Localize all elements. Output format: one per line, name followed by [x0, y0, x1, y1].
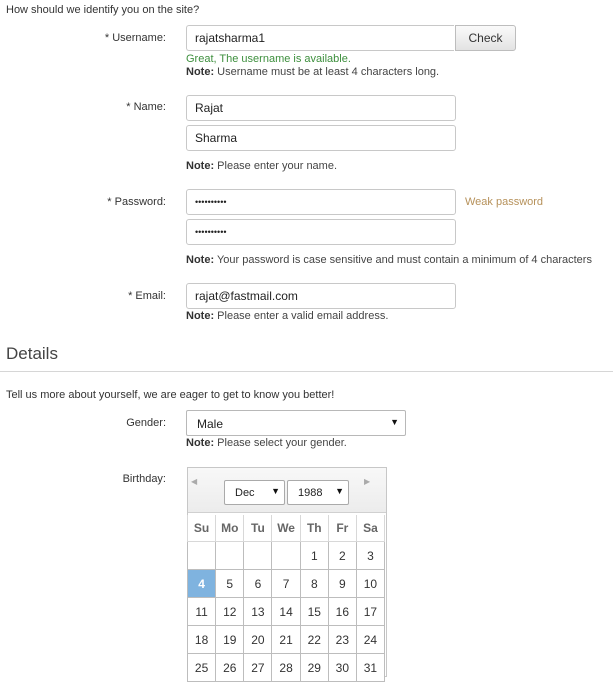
confirm-password-input[interactable]: [186, 219, 456, 245]
password-input[interactable]: [186, 189, 456, 215]
calendar-day-cell[interactable]: 20: [244, 626, 272, 654]
chevron-down-icon: ▼: [335, 486, 344, 496]
calendar-week-row: [188, 654, 385, 682]
name-label: * Name:: [126, 101, 166, 113]
calendar-day-cell[interactable]: 21: [272, 626, 300, 654]
calendar-day-cell[interactable]: 1: [300, 542, 328, 570]
calendar-day-cell[interactable]: 11: [188, 598, 216, 626]
calendar-empty-cell: [272, 542, 300, 570]
calendar-day-cell[interactable]: 12: [216, 598, 244, 626]
calendar-day-cell[interactable]: 18: [188, 626, 216, 654]
prev-month-icon[interactable]: ◀: [191, 477, 198, 486]
gender-selected-value: Male: [197, 417, 224, 431]
calendar-week-row: [188, 570, 385, 598]
calendar-day-cell[interactable]: 27: [244, 654, 272, 682]
username-note: Note: Username must be at least 4 characters long.: [186, 66, 440, 78]
calendar-week-row: [188, 598, 385, 626]
calendar-empty-cell: [216, 542, 244, 570]
check-button[interactable]: Check: [455, 25, 516, 51]
chevron-down-icon: ▼: [271, 486, 280, 496]
email-label: * Email:: [128, 290, 166, 302]
calendar-day-cell[interactable]: 8: [300, 570, 328, 598]
calendar-day-cell[interactable]: 31: [356, 654, 384, 682]
next-month-icon[interactable]: ▶: [364, 477, 371, 486]
birthday-datepicker: [187, 467, 387, 677]
email-note: Note: Please enter a valid email address.: [186, 310, 389, 322]
calendar-day-cell[interactable]: 14: [272, 598, 300, 626]
last-name-input[interactable]: [186, 125, 456, 151]
year-selected-value: 1988: [298, 487, 323, 499]
month-selected-value: Dec: [235, 487, 255, 499]
calendar-day-cell[interactable]: 19: [216, 626, 244, 654]
calendar-day-cell[interactable]: 9: [328, 570, 356, 598]
calendar-day-cell[interactable]: 29: [300, 654, 328, 682]
datepicker-header: [188, 468, 386, 513]
calendar-week-row: [188, 626, 385, 654]
weekday-header: Th: [300, 515, 328, 542]
password-label: * Password:: [107, 196, 166, 208]
calendar-day-cell[interactable]: 3: [356, 542, 384, 570]
calendar-day-cell[interactable]: 16: [328, 598, 356, 626]
details-subtitle: Tell us more about yourself, we are eager to get to know you better!: [6, 389, 335, 401]
intro-text: How should we identify you on the site?: [6, 4, 200, 16]
weekday-header: Fr: [328, 515, 356, 542]
calendar-day-cell[interactable]: 24: [356, 626, 384, 654]
chevron-down-icon: ▼: [390, 417, 399, 427]
weekday-header: Mo: [216, 515, 244, 542]
calendar-grid: [187, 515, 385, 682]
calendar-day-cell[interactable]: 13: [244, 598, 272, 626]
section-divider: [0, 371, 613, 372]
password-strength-text: Weak password: [465, 196, 544, 208]
birthday-label: Birthday:: [122, 473, 166, 485]
first-name-input[interactable]: [186, 95, 456, 121]
username-available-text: Great, The username is available.: [186, 53, 351, 65]
calendar-day-cell[interactable]: 2: [328, 542, 356, 570]
calendar-day-cell[interactable]: 25: [188, 654, 216, 682]
gender-select[interactable]: [186, 410, 406, 436]
calendar-day-cell[interactable]: 26: [216, 654, 244, 682]
calendar-empty-cell: [244, 542, 272, 570]
calendar-day-cell[interactable]: 28: [272, 654, 300, 682]
calendar-week-row: [188, 542, 385, 570]
calendar-day-cell[interactable]: 6: [244, 570, 272, 598]
calendar-day-cell[interactable]: 17: [356, 598, 384, 626]
month-select[interactable]: [224, 480, 285, 505]
weekday-header: Sa: [356, 515, 384, 542]
email-input[interactable]: [186, 283, 456, 309]
weekday-header: Su: [188, 515, 216, 542]
details-heading: Details: [6, 344, 58, 363]
weekday-header: Tu: [244, 515, 272, 542]
gender-label: Gender:: [126, 417, 166, 429]
calendar-day-cell[interactable]: 5: [216, 570, 244, 598]
password-note: Note: Your password is case sensitive and must contain a minimum of 4 characters: [186, 254, 592, 266]
username-input[interactable]: [186, 25, 454, 51]
calendar-day-cell[interactable]: 7: [272, 570, 300, 598]
year-select[interactable]: [287, 480, 349, 505]
weekday-header: We: [272, 515, 300, 542]
calendar-empty-cell: [188, 542, 216, 570]
calendar-day-cell[interactable]: 23: [328, 626, 356, 654]
calendar-day-cell[interactable]: 10: [356, 570, 384, 598]
calendar-day-cell[interactable]: 22: [300, 626, 328, 654]
name-note: Note: Please enter your name.: [186, 160, 338, 172]
gender-note: Note: Please select your gender.: [186, 437, 347, 449]
calendar-day-cell[interactable]: 15: [300, 598, 328, 626]
username-label: * Username:: [104, 32, 166, 44]
calendar-day-cell[interactable]: 30: [328, 654, 356, 682]
calendar-day-cell[interactable]: 4: [188, 570, 216, 598]
